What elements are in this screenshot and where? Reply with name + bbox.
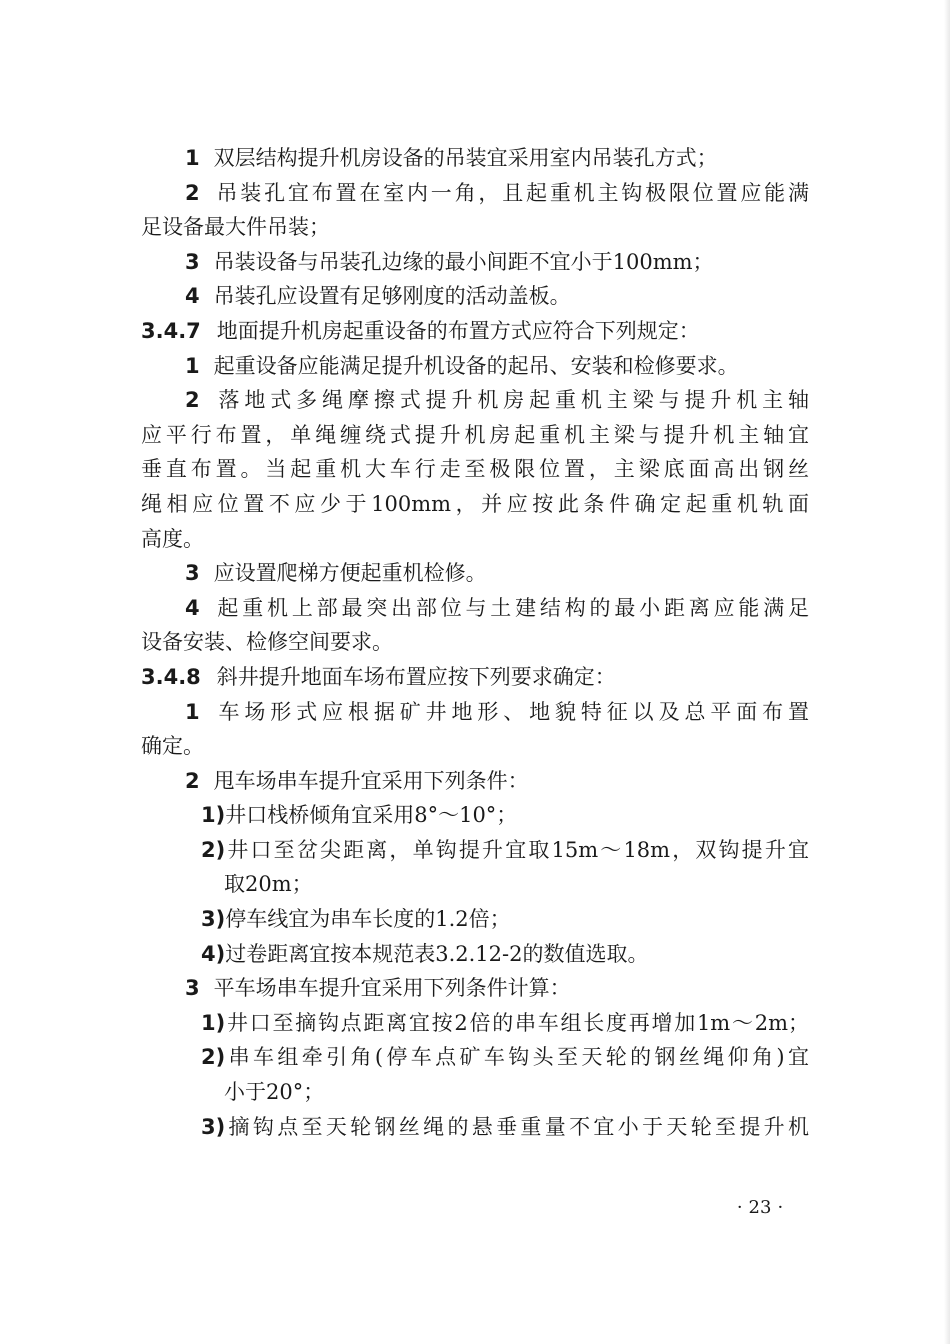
item-number: 4: [185, 595, 200, 620]
item-number: 3: [185, 249, 200, 274]
continuation-line: 应平行布置，单绳缠绕式提升机房起重机主梁与提升机主轴宜: [141, 422, 809, 447]
sub-item-number: 3): [201, 1114, 226, 1139]
section-number: 3.4.8: [141, 664, 201, 689]
item-text: 吊装设备与吊装孔边缘的最小间距不宜小于100mm；: [213, 249, 714, 274]
list-item: [141, 141, 809, 176]
item-text: 车场形式应根据矿井地形、地貌特征以及总平面布置: [213, 699, 809, 724]
continuation-line: 垂直布置。当起重机大车行走至极限位置，主梁底面高出钢丝: [141, 457, 809, 482]
list-item: [141, 591, 809, 626]
list-item: [141, 971, 809, 1006]
list-item: [141, 383, 809, 418]
page-edge-shadow: [944, 0, 950, 1344]
page-number: [712, 1196, 808, 1220]
item-text: 平车场串车提升宜采用下列条件计算：: [213, 976, 571, 1001]
sub-item-number: 1): [201, 803, 226, 828]
sub-item-text: 串车组牵引角(停车点矿车钩头至天轮的钢丝绳仰角)宜: [225, 1045, 809, 1070]
item-text: 起重设备应能满足提升机设备的起吊、安装和检修要求。: [213, 353, 739, 378]
sub-item-text: 停车线宜为串车长度的1.2倍；: [225, 907, 511, 932]
sub-item-text: 过卷距离宜按本规范表3.2.12-2的数值选取。: [225, 941, 649, 966]
item-number: 2: [185, 768, 200, 793]
page-number-dot: ·: [777, 1197, 784, 1218]
list-item: [141, 695, 809, 730]
section-heading: [141, 660, 809, 695]
continuation-line: 设备安装、检修空间要求。: [141, 630, 393, 655]
section-text: 斜井提升地面车场布置应按下列要求确定：: [216, 664, 616, 689]
list-item: [141, 176, 809, 211]
sub-list-item: [141, 1006, 809, 1041]
sub-item-number: 4): [201, 941, 226, 966]
sub-item-text: 井口栈桥倾角宜采用8°～10°；: [225, 803, 518, 828]
item-number: 1: [185, 699, 200, 724]
sub-item-number: 1): [201, 1010, 226, 1035]
list-item: [141, 349, 809, 384]
item-number: 2: [185, 180, 200, 205]
item-text: 双层结构提升机房设备的吊装宜采用室内吊装孔方式；: [213, 146, 718, 170]
continuation-line: 确定。: [141, 734, 204, 759]
page-number-value: 23: [748, 1197, 772, 1218]
sub-item-number: 3): [201, 907, 226, 932]
sub-list-item: [141, 798, 809, 833]
sub-list-item: [141, 1040, 809, 1075]
item-text: 吊装孔宜布置在室内一角，且起重机主钩极限位置应能满: [213, 180, 809, 205]
sub-item-number: 2): [201, 1045, 226, 1070]
item-number: 3: [185, 561, 200, 586]
continuation-line: 高度。: [141, 526, 204, 551]
page-number-dot: ·: [736, 1197, 743, 1218]
continuation-line: 绳相应位置不应少于100mm，并应按此条件确定起重机轨面: [141, 491, 809, 516]
item-number: 2: [185, 388, 200, 413]
item-text: 吊装孔应设置有足够刚度的活动盖板。: [213, 284, 571, 309]
item-text: 甩车场串车提升宜采用下列条件：: [213, 768, 529, 793]
sub-continuation-line: 小于20°；: [224, 1080, 325, 1105]
continuation-line: 足设备最大件吊装；: [141, 215, 330, 240]
sub-continuation-line: 取20m；: [224, 872, 313, 897]
item-text: 落地式多绳摩擦式提升机房起重机主梁与提升机主轴: [213, 388, 809, 413]
section-number: 3.4.7: [141, 318, 201, 343]
sub-item-number: 2): [201, 837, 226, 862]
list-item: [141, 556, 809, 591]
item-number: 3: [185, 976, 200, 1001]
section-heading: [141, 314, 809, 349]
list-item: [141, 764, 809, 799]
item-number: 1: [185, 146, 200, 170]
item-number: 1: [185, 353, 200, 378]
sub-list-item: [141, 937, 809, 972]
sub-list-item: [141, 1110, 809, 1145]
sub-item-text: 摘钩点至天轮钢丝绳的悬垂重量不宜小于天轮至提升机: [225, 1114, 809, 1139]
page-body: [141, 141, 809, 1144]
sub-item-text: 井口至摘钩点距离宜按2倍的串车组长度再增加1m～2m；: [225, 1010, 809, 1035]
sub-list-item: [141, 833, 809, 868]
item-text: 起重机上部最突出部位与土建结构的最小距离应能满足: [213, 595, 809, 620]
sub-item-text: 井口至岔尖距离，单钩提升宜取15m～18m，双钩提升宜: [225, 837, 809, 862]
sub-list-item: [141, 902, 809, 937]
list-item: [141, 279, 809, 314]
list-item: [141, 245, 809, 280]
item-number: 4: [185, 284, 200, 309]
section-text: 地面提升机房起重设备的布置方式应符合下列规定：: [216, 318, 700, 343]
item-text: 应设置爬梯方便起重机检修。: [213, 561, 487, 586]
